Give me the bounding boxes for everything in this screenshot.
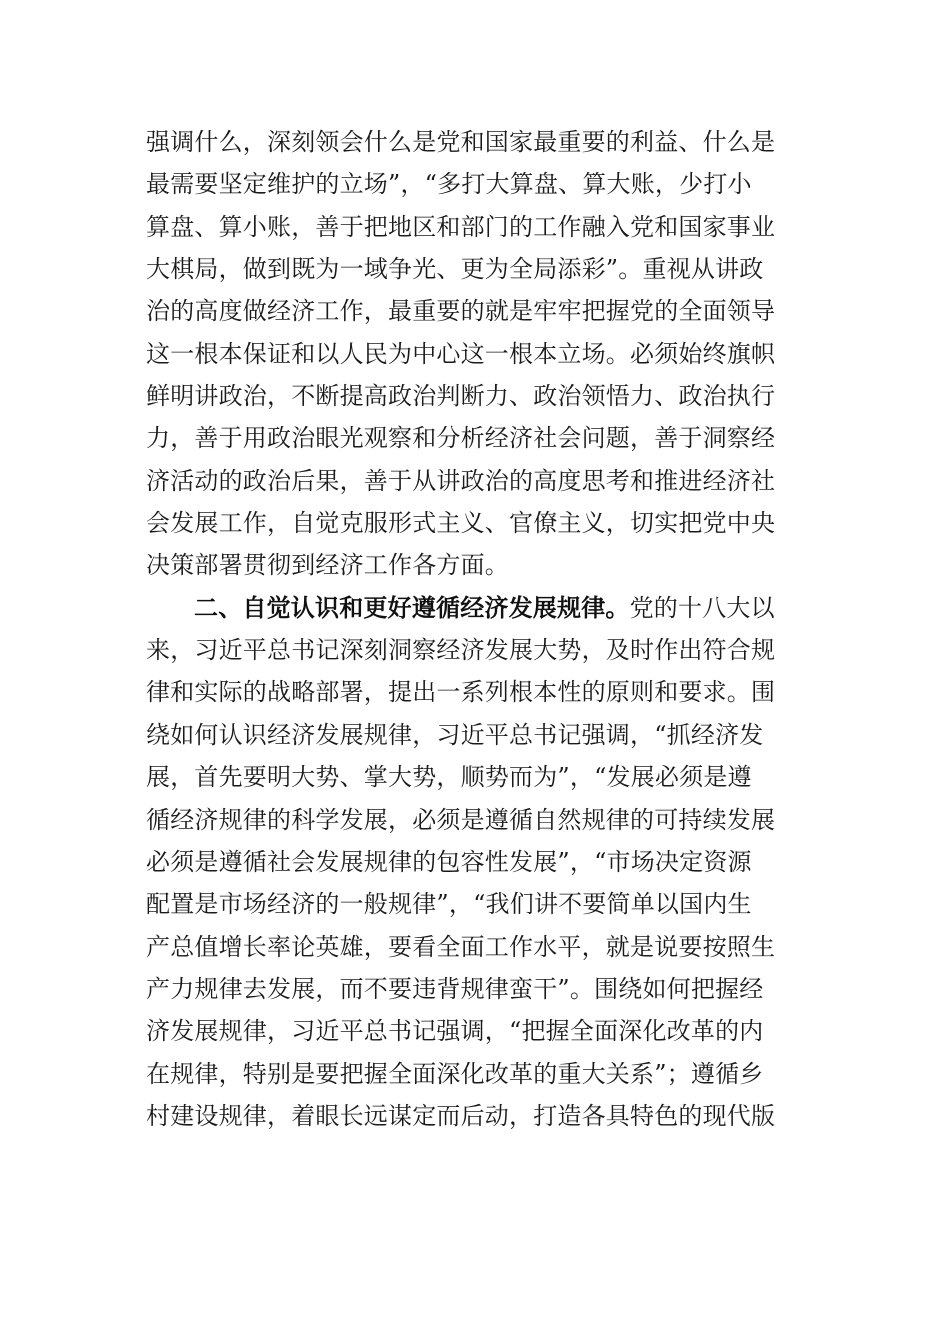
text-line: 配置是市场经济的一般规律”，“我们讲不要简单以国内生 bbox=[146, 890, 752, 919]
text-line: 力，善于用政治眼光观察和分析经济社会问题，善于洞察经 bbox=[146, 424, 776, 453]
section-heading: 二、自觉认识和更好遵循经济发展规律。 bbox=[194, 593, 630, 622]
text-line: 治的高度做经济工作，最重要的就是牢牢把握党的全面领导 bbox=[146, 297, 776, 326]
text-line: 必须是遵循社会发展规律的包容性发展”，“市场决定资源 bbox=[146, 847, 752, 876]
text-line: 决策部署贯彻到经济工作各方面。 bbox=[146, 551, 509, 580]
text-line: 律和实际的战略部署，提出一系列根本性的原则和要求。围 bbox=[146, 678, 776, 707]
text-line: 最需要坚定维护的立场”，“多打大算盘、算大账，少打小 bbox=[146, 170, 752, 199]
text-line: 展，首先要明大势、掌大势，顺势而为”，“发展必须是遵 bbox=[146, 763, 752, 792]
text-line: 来，习近平总书记深刻洞察经济发展大势，及时作出符合规 bbox=[146, 636, 776, 665]
text-line: 产总值增长率论英雄，要看全面工作水平，就是说要按照生 bbox=[146, 932, 776, 961]
text-line: 村建设规律，着眼长远谋定而后动，打造各具特色的现代版 bbox=[146, 1101, 776, 1130]
paragraph-economic-laws bbox=[146, 587, 826, 1137]
section-first-line bbox=[146, 587, 826, 629]
text-line: 这一根本保证和以人民为中心这一根本立场。必须始终旗帜 bbox=[146, 339, 776, 368]
text-line: 会发展工作，自觉克服形式主义、官僚主义，切实把党中央 bbox=[146, 509, 776, 538]
paragraph-political-economy bbox=[146, 121, 826, 587]
text-line: 大棋局，做到既为一域争光、更为全局添彩”。重视从讲政 bbox=[146, 255, 764, 284]
section-heading-continuation: 党的十八大以 bbox=[629, 593, 775, 622]
text-line: 强调什么，深刻领会什么是党和国家最重要的利益、什么是 bbox=[146, 128, 776, 156]
text-line: 鲜明讲政治，不断提高政治判断力、政治领悟力、政治执行 bbox=[146, 382, 776, 411]
text-line: 济发展规律，习近平总书记强调，“把握全面深化改革的内 bbox=[146, 1017, 764, 1046]
text-line: 济活动的政治后果，善于从讲政治的高度思考和推进经济社 bbox=[146, 466, 776, 495]
text-line: 循经济规律的科学发展，必须是遵循自然规律的可持续发展 bbox=[146, 805, 776, 834]
text-line: 绕如何认识经济发展规律，习近平总书记强调，“抓经济发 bbox=[146, 720, 764, 749]
text-line: 产力规律去发展，而不要违背规律蛮干”。围绕如何把握经 bbox=[146, 974, 764, 1003]
document-body bbox=[146, 121, 826, 1137]
text-line: 算盘、算小账，善于把地区和部门的工作融入党和国家事业 bbox=[146, 212, 776, 241]
text-line: 在规律，特别是要把握全面深化改革的重大关系”；遵循乡 bbox=[146, 1059, 764, 1088]
